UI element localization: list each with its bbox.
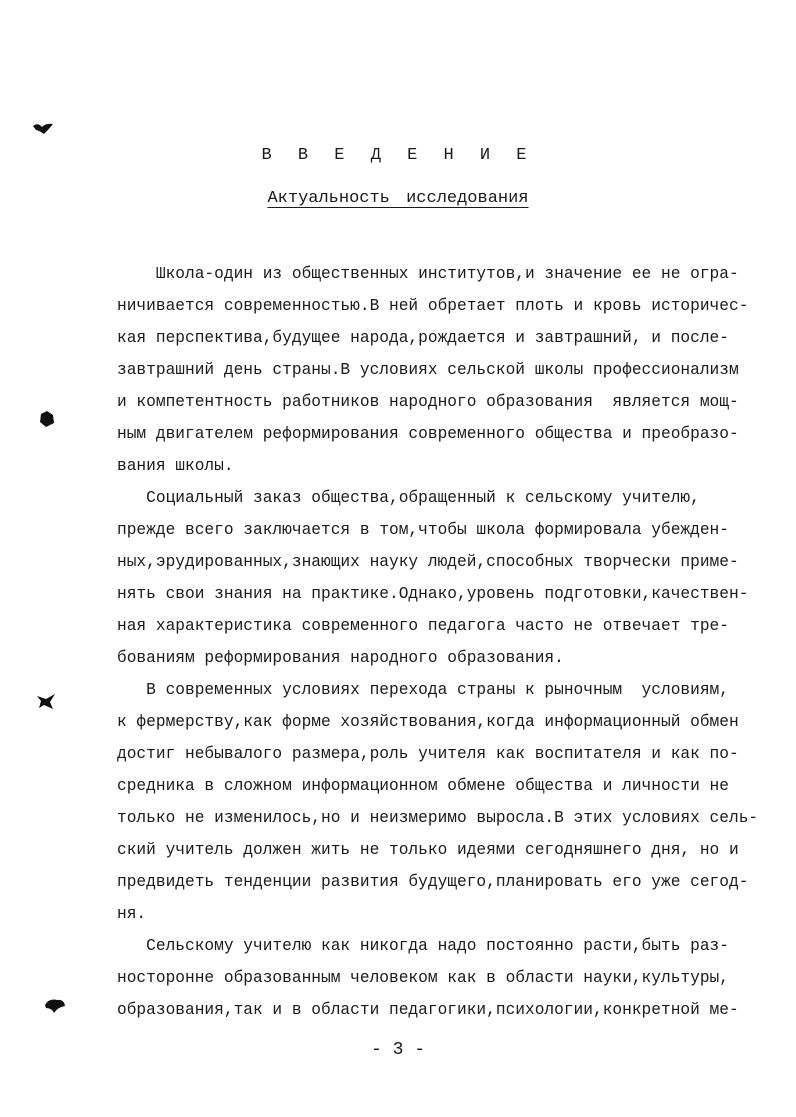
text-line-11: нять свои знания на практике.Однако,уровень подготовки,качествен- (117, 585, 749, 603)
text-line-3: кая перспектива,будущее народа,рождается и завтрашний, и после- (117, 329, 729, 347)
page-number: - 3 - (370, 1040, 425, 1060)
binding-hole-mark-1-icon (32, 120, 52, 140)
text-line-4: завтрашний день страны.В условиях сельской школы профессионализм (117, 361, 739, 379)
text-line-9: прежде всего заключается в том,чтобы школа формировала убежден- (117, 521, 729, 539)
text-line-12: ная характеристика современного педагога часто не отвечает тре- (117, 617, 729, 635)
text-line-21: ня. (117, 905, 147, 923)
page-title: В В Е Д Е Н И Е (261, 146, 535, 165)
text-line-16: достиг небывалого размера,роль учителя как воспитателя и как по- (117, 745, 739, 763)
text-line-6: ным двигателем реформирования современного общества и преобразо- (117, 425, 739, 443)
text-line-20: предвидеть тенденции развития будущего,планировать его уже сегод- (117, 873, 749, 891)
text-line-18: только не изменилось,но и неизмеримо выросла.В этих условиях сель- (117, 809, 759, 827)
text-line-2: ничивается современностью.В ней обретает плоть и кровь историчес- (117, 297, 749, 315)
text-line-5: и компетентность работников народного образования является мощ- (117, 393, 739, 411)
binding-hole-mark-3-icon (36, 693, 56, 713)
text-line-7: вания школы. (117, 457, 234, 475)
text-line-1: Школа-один из общественных институтов,и значение ее не огра- (117, 265, 739, 283)
binding-hole-mark-4-icon (44, 997, 64, 1017)
section-subtitle-text: Актуальность исследования (267, 189, 529, 208)
text-line-22: Сельскому учителю как никогда надо постоянно расти,быть раз- (117, 937, 729, 955)
text-line-8: Социальный заказ общества,обращенный к сельскому учителю, (117, 489, 700, 507)
section-subtitle (0, 189, 796, 208)
text-line-19: ский учитель должен жить не только идеями сегодняшнего дня, но и (117, 841, 739, 859)
binding-hole-mark-2-icon (38, 410, 58, 430)
text-line-13: бованиям реформирования народного образования. (117, 649, 564, 667)
text-line-24: образования,так и в области педагогики,психологии,конкретной ме- (117, 1001, 739, 1019)
text-line-23: носторонне образованным человеком как в области науки,культуры, (117, 969, 729, 987)
text-line-15: к фермерству,как форме хозяйствования,когда информационный обмен (117, 713, 739, 731)
text-line-17: средника в сложном информационном обмене общества и личности не (117, 777, 729, 795)
text-line-10: ных,эрудированных,знающих науку людей,способных творчески приме- (117, 553, 739, 571)
text-line-14: В современных условиях перехода страны к рыночным условиям, (117, 681, 729, 699)
